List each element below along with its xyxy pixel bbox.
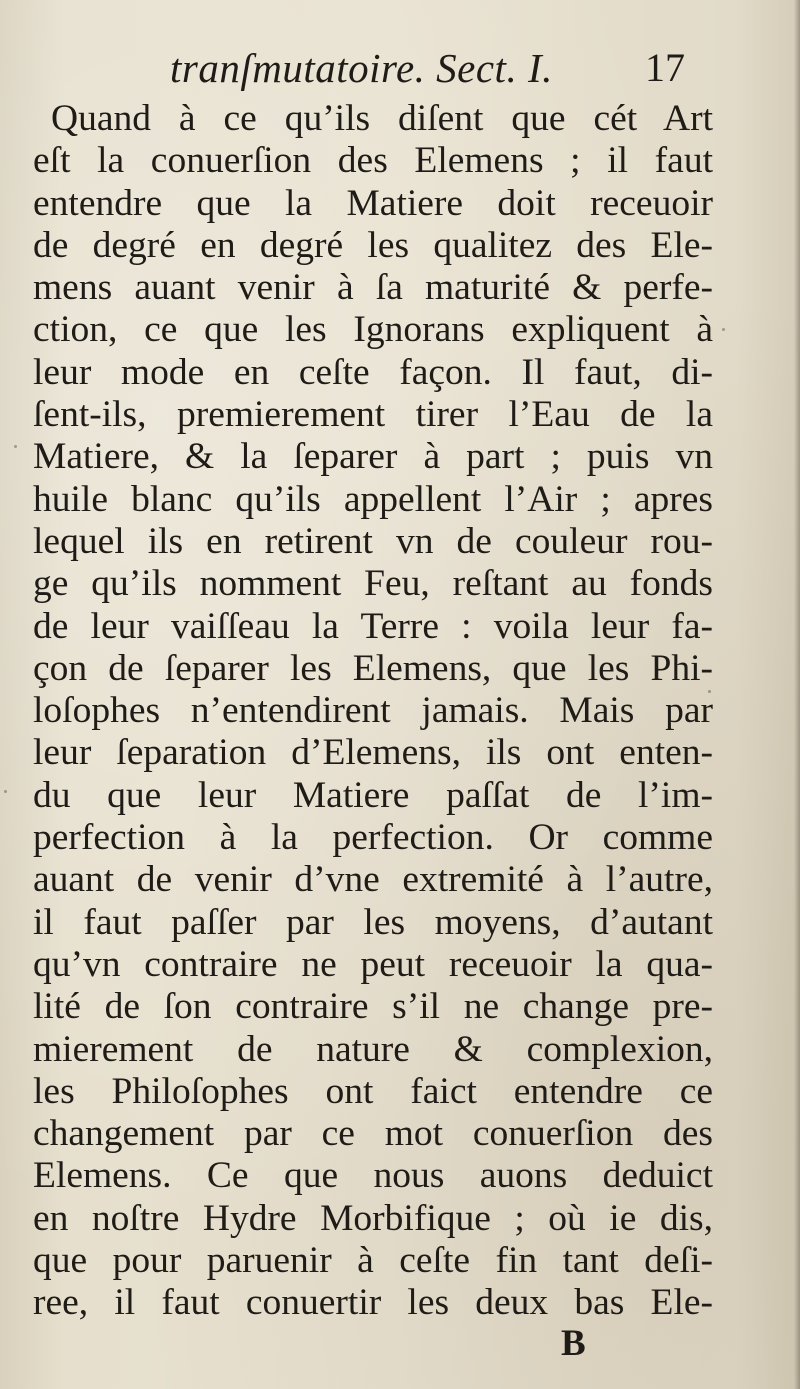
text-line: que pour paruenir à ceſte fin tant deſi- [33, 1240, 713, 1282]
signature-mark: B [561, 1323, 586, 1364]
text-line: leur ſeparation d’Elemens, ils ont enten- [33, 732, 713, 774]
text-line: du que leur Matiere paſſat de l’im- [33, 774, 713, 816]
text-line: lité de ſon contraire s’il ne change pre- [33, 986, 713, 1028]
text-line: changement par ce mot conuerſion des [33, 1113, 713, 1155]
text-line: perfection à la perfection. Or comme [33, 817, 713, 859]
paper-speck [14, 445, 17, 448]
page-edge-shadow [794, 0, 800, 1389]
body-text [33, 98, 713, 1325]
text-line: leur mode en ceſte façon. Il faut, di- [33, 351, 713, 393]
text-line: loſophes n’entendirent jamais. Mais par [33, 690, 713, 732]
page-header [170, 44, 685, 94]
text-line: de degré en degré les qualitez des Ele- [33, 224, 713, 266]
text-line: ree, il faut conuertir les deux bas Ele- [33, 1282, 713, 1324]
text-line: il faut paſſer par les moyens, d’autant [33, 901, 713, 943]
running-head: tranſmutatoire. Sect. I. [170, 45, 553, 91]
text-line: entendre que la Matiere doit receuoir [33, 182, 713, 224]
text-line: mierement de nature & complexion, [33, 1028, 713, 1070]
text-line: ge qu’ils nomment Feu, reſtant au fonds [33, 563, 713, 605]
text-line: huile blanc qu’ils appellent l’Air ; apres [33, 478, 713, 520]
text-line: qu’vn contraire ne peut receuoir la qua- [33, 943, 713, 985]
text-line: çon de ſeparer les Elemens, que les Phi- [33, 647, 713, 689]
text-line: les Philoſophes ont faict entendre ce [33, 1070, 713, 1112]
paper-speck [4, 790, 7, 793]
paper-speck [708, 690, 711, 693]
text-line: Elemens. Ce que nous auons deduict [33, 1155, 713, 1197]
text-line: eſt la conuerſion des Elemens ; il faut [33, 140, 713, 182]
text-line: Matiere, & la ſeparer à part ; puis vn [33, 436, 713, 478]
text-line: Quand à ce qu’ils diſent que cét Art [51, 98, 713, 139]
text-line: en noſtre Hydre Morbifique ; où ie dis, [33, 1197, 713, 1239]
text-line: ction, ce que les Ignorans expliquent à [33, 309, 713, 351]
text-line: mens auant venir à ſa maturité & perfe- [33, 267, 713, 309]
text-line: de leur vaiſſeau la Terre : voila leur fa- [33, 605, 713, 647]
page-number: 17 [645, 45, 685, 90]
paper-speck [722, 328, 725, 331]
text-line: lequel ils en retirent vn de couleur rou- [33, 520, 713, 562]
text-line: ſent-ils, premierement tirer l’Eau de la [33, 394, 713, 436]
text-line: auant de venir d’vne extremité à l’autre, [33, 859, 713, 901]
